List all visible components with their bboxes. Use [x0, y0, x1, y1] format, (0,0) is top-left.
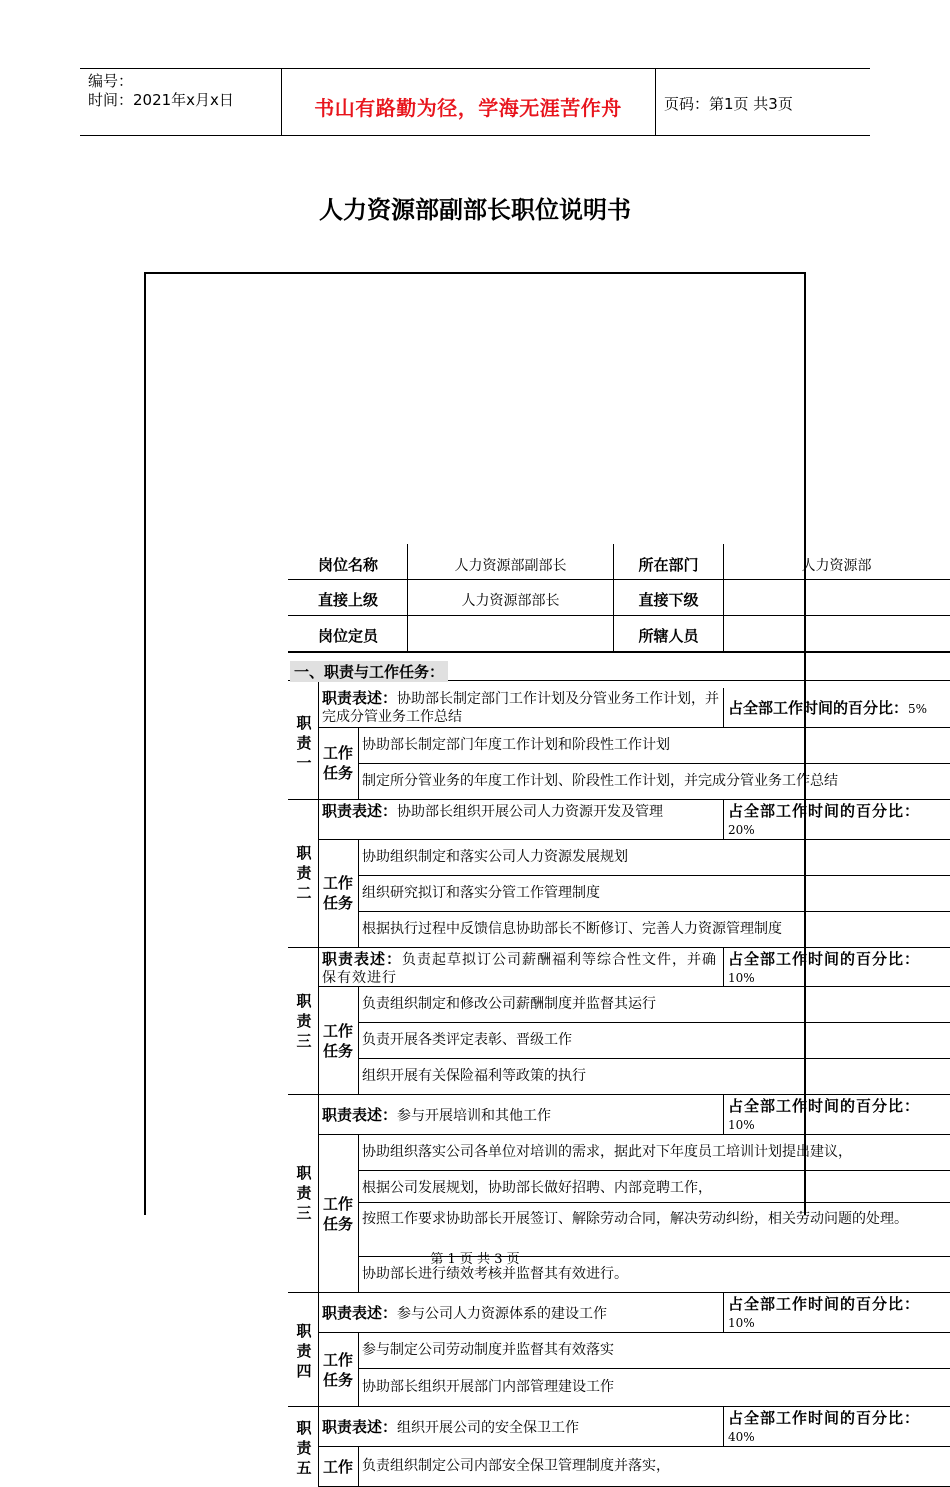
task-item: 按照工作要求协助部长开展签订、解除劳动合同，解决劳动纠纷，相关劳动问题的处理。: [362, 1211, 908, 1227]
superior-value: 人力资源部部长: [461, 593, 560, 609]
row-rule: [288, 947, 950, 948]
duty-label: 职责二: [296, 844, 312, 902]
duty-percentage-value: 10%: [728, 971, 755, 985]
col-rule: [723, 1406, 724, 1446]
col-rule: [723, 688, 724, 727]
department-label: 所在部门: [638, 556, 699, 574]
duty-percentage: [728, 1409, 948, 1446]
col-rule: [358, 1446, 359, 1487]
duty-percentage-label: 占全部工作时间的百分比：: [728, 1097, 921, 1115]
row-rule: [358, 1170, 950, 1171]
header-divider: [655, 68, 656, 135]
row-rule: [288, 1406, 950, 1407]
duty-percentage-value: 20%: [728, 823, 755, 837]
task-item: 根据公司发展规划，协助部长做好招聘、内部竞聘工作，: [362, 1180, 712, 1196]
task-item: 组织研究拟订和落实分管工作管理制度: [362, 885, 600, 901]
row-rule: [318, 1332, 950, 1333]
row-rule: [358, 763, 950, 764]
col-rule: [358, 839, 359, 947]
row-rule: [358, 1368, 950, 1369]
row-rule: [318, 727, 950, 728]
duty-description-label: 职责表述：: [322, 1418, 398, 1436]
duty-percentage-label: 占全部工作时间的百分比：: [728, 950, 921, 968]
row-rule: [358, 911, 950, 912]
duty-percentage-label: 占全部工作时间的百分比：: [728, 802, 921, 820]
section-title: 一、职责与工作任务：: [290, 661, 448, 682]
task-label: 工作任务: [322, 1351, 353, 1389]
col-rule: [358, 1134, 359, 1292]
duty-description-label: 职责表述：: [322, 1304, 398, 1322]
duty-description-label: 职责表述：: [322, 689, 398, 707]
duty-percentage: [728, 1295, 948, 1332]
row-rule: [288, 1292, 950, 1293]
department-value: 人力资源部: [801, 558, 872, 574]
header-time-label: 时间：2021年x月x日: [88, 91, 234, 109]
duty-percentage-value: 10%: [728, 1316, 755, 1330]
task-item: 根据执行过程中反馈信息协助部长不断修订、完善人力资源管理制度: [362, 921, 782, 937]
col-rule: [723, 799, 724, 839]
duty-description: [322, 1106, 722, 1125]
header-page-info: 页码：第1页 共3页: [664, 95, 793, 113]
row-rule: [358, 875, 950, 876]
task-item: 制定所分管业务的年度工作计划、阶段性工作计划，并完成分管业务工作总结: [362, 773, 838, 789]
col-rule: [723, 1292, 724, 1332]
task-item: 协助部长制定部门年度工作计划和阶段性工作计划: [362, 737, 670, 753]
duty-description-text: 参与公司人力资源体系的建设工作: [397, 1306, 608, 1322]
task-item: 负责组织制定公司内部安全保卫管理制度并落实，: [362, 1458, 670, 1474]
duty-description: [322, 689, 722, 726]
task-label: 工作任务: [322, 874, 353, 912]
duty-description-text: 负责起草拟订公司薪酬福利等综合性文件，并确保有效进行: [322, 952, 718, 986]
duty-percentage-label: 占全部工作时间的百分比：: [728, 699, 909, 717]
col-rule: [723, 1094, 724, 1134]
row-rule: [318, 1446, 950, 1447]
header-top-rule: [80, 68, 870, 69]
task-item: 协助组织落实公司各单位对培训的需求，据此对下年度员工培训计划提出建议，: [362, 1144, 852, 1160]
duty-description-text: 参与开展培训和其他工作: [397, 1108, 552, 1124]
row-rule: [318, 1134, 950, 1135]
subordinate-label: 直接下级: [638, 591, 699, 609]
duty-label: 职责四: [296, 1322, 312, 1380]
duty-percentage: [728, 699, 948, 718]
row-rule: [288, 615, 950, 616]
duty-percentage: [728, 950, 948, 987]
duty-description-text: 组织开展公司的安全保卫工作: [397, 1420, 580, 1436]
col-rule: [358, 1332, 359, 1406]
row-rule: [288, 799, 950, 800]
row-rule: [358, 1022, 950, 1023]
superior-label: 直接上级: [317, 591, 378, 609]
document-title: 人力资源部副部长职位说明书: [319, 196, 631, 224]
duty-description: [322, 1304, 722, 1323]
duty-description-label: 职责表述：: [322, 802, 398, 820]
duty-description-label: 职责表述：: [322, 950, 403, 968]
task-item: 协助组织制定和落实公司人力资源发展规划: [362, 849, 628, 865]
task-item: 参与制定公司劳动制度并监督其有效落实: [362, 1342, 614, 1358]
col-rule: [723, 947, 724, 986]
duty-label: 职责三: [296, 1164, 312, 1222]
duty-description: [322, 950, 722, 987]
col-rule: [318, 680, 319, 1487]
duty-description: [322, 802, 722, 821]
task-label: 工作: [322, 1458, 353, 1476]
task-item: 组织开展有关保险福利等政策的执行: [362, 1068, 586, 1084]
col-rule: [358, 986, 359, 1094]
duty-label: 职责五: [296, 1419, 312, 1477]
task-item: 负责开展各类评定表彰、晋级工作: [362, 1032, 572, 1048]
duty-description-label: 职责表述：: [322, 1106, 398, 1124]
task-label: 工作任务: [322, 744, 353, 782]
header-bottom-rule: [80, 135, 870, 136]
duty-description-text: 协助部长组织开展公司人力资源开发及管理: [397, 804, 664, 820]
position-name-label: 岗位名称: [317, 556, 378, 574]
duty-percentage-label: 占全部工作时间的百分比：: [728, 1295, 921, 1313]
duty-percentage-value: 10%: [728, 1118, 755, 1132]
row-rule: [288, 651, 950, 653]
duty-percentage: [728, 802, 948, 839]
row-rule: [358, 1058, 950, 1059]
task-label: 工作任务: [322, 1195, 353, 1233]
position-name-value: 人力资源部副部长: [454, 558, 567, 574]
duty-label: 职责三: [296, 992, 312, 1050]
row-rule: [358, 1202, 950, 1203]
duty-description: [322, 1418, 722, 1437]
task-item: 协助部长组织开展部门内部管理建设工作: [362, 1379, 614, 1395]
col-rule: [358, 727, 359, 799]
row-rule: [288, 579, 950, 580]
staff-label: 所辖人员: [638, 627, 699, 645]
header-number-label: 编号：: [88, 72, 134, 90]
headcount-label: 岗位定员: [317, 627, 378, 645]
row-rule: [288, 1094, 950, 1095]
duty-percentage-value: 5%: [908, 702, 928, 716]
row-rule: [318, 839, 950, 840]
task-item: 负责组织制定和修改公司薪酬制度并监督其运行: [362, 996, 656, 1012]
duty-percentage: [728, 1097, 948, 1134]
duty-label: 职责一: [296, 714, 312, 772]
header-motto: 书山有路勤为径，学海无涯苦作舟: [314, 96, 622, 120]
duty-percentage-value: 40%: [728, 1430, 755, 1444]
page-footer: 第 1 页 共 3 页: [430, 1252, 520, 1267]
task-label: 工作任务: [322, 1022, 353, 1060]
duty-percentage-label: 占全部工作时间的百分比：: [728, 1409, 921, 1427]
duty-description-text: 协助部长制定部门工作计划及分管业务工作计划，并完成分管业务工作总结: [322, 691, 720, 725]
task-item: 协助部长进行绩效考核并监督其有效进行。: [362, 1266, 628, 1282]
